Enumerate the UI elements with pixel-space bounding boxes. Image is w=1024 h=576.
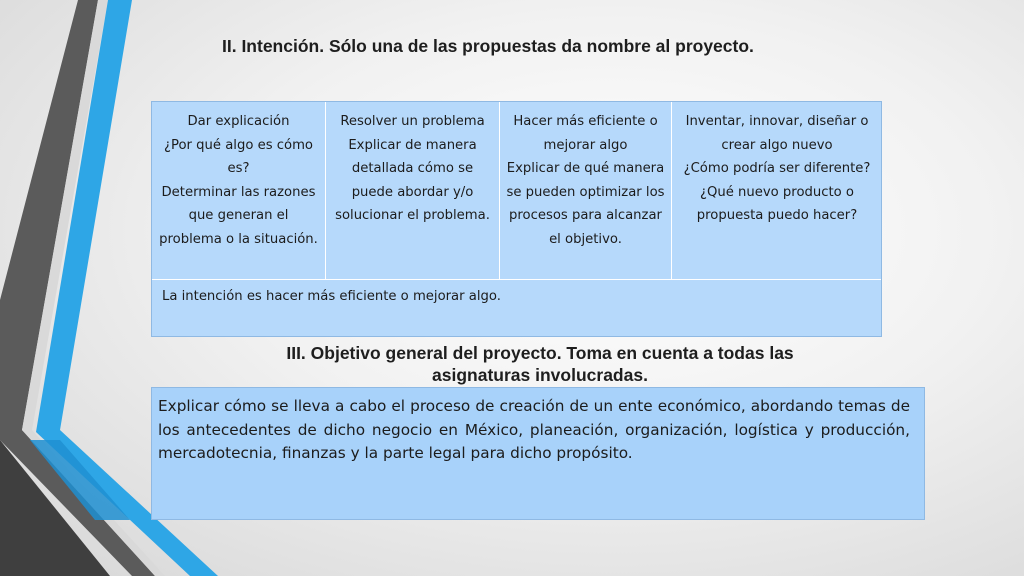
option-cell-improve	[499, 102, 671, 279]
option-line: Hacer más eficiente o mejorar algo	[513, 114, 658, 153]
intention-heading: II. Intención. Sólo una de las propuestas da nombre al proyecto.	[222, 36, 754, 56]
intention-table	[151, 101, 882, 337]
option-line: Explicar de qué manera se pueden optimizar los procesos para alcanzar el objetivo.	[506, 161, 665, 247]
option-line: ¿Cómo podría ser diferente?	[683, 161, 871, 176]
option-line: Inventar, innovar, diseñar o crear algo nuevo	[685, 114, 869, 153]
option-line: ¿Qué nuevo producto o propuesta puedo hacer?	[696, 184, 858, 223]
objective-heading	[230, 342, 850, 386]
option-cell-solve	[325, 102, 499, 279]
option-line: Dar explicación	[187, 114, 290, 129]
option-line: Explicar de manera detallada cómo se puede abordar y/o solucionar el problema.	[335, 137, 490, 223]
option-line: ¿Por qué algo es cómo es?	[164, 137, 313, 176]
option-line: Determinar las razones que generan el problema o la situación.	[159, 184, 318, 247]
table-row-divider	[152, 279, 881, 280]
objective-heading-line: asignaturas involucradas.	[432, 365, 648, 385]
option-cell-explain	[152, 102, 325, 279]
objective-box: Explicar cómo se lleva a cabo el proceso de creación de un ente económico, abordando temas de los antecedentes de dicho negocio en México, planeación, organización, logística y producción, mercadotecnia, finanzas y la parte legal para dicho propósito.	[151, 387, 925, 520]
intention-summary: La intención es hacer más eficiente o mejorar algo.	[162, 289, 501, 304]
objective-heading-line: III. Objetivo general del proyecto. Toma en cuenta a todas las	[286, 343, 794, 363]
option-line: Resolver un problema	[340, 114, 485, 129]
option-cell-innovate	[671, 102, 882, 279]
